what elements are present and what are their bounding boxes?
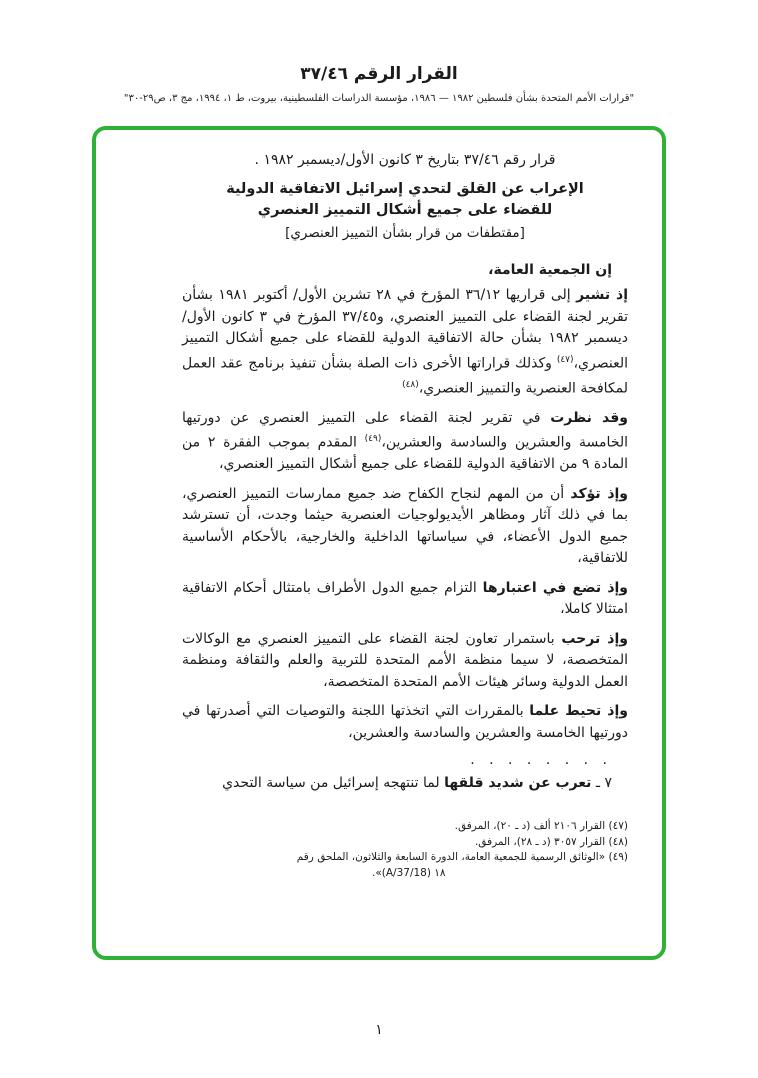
ellipsis-line: . . . . . . . .: [470, 752, 612, 769]
resolution-subtitle: [مقتطفات من قرار بشأن التمييز العنصري]: [285, 225, 525, 241]
paragraph-lead: وإذ ترحب: [561, 630, 628, 647]
footnote: (٤٨) القرار ٣٠٥٧ (د ـ ٢٨)، المرفق.: [474, 835, 628, 848]
source-citation: "قرارات الأمم المتحدة بشأن فلسطين ١٩٨٢ — ١٩٨٦، مؤسسة الدراسات الفلسطينية، بيروت، ط ١، ١٩٩٤، مج ٣، ص٢٩-٣٠": [123, 93, 635, 104]
footnote-ref: (٤٧): [556, 354, 574, 365]
operative-number: ٧ ـ: [595, 775, 612, 792]
footnote-marker: (٤٧): [608, 820, 628, 833]
operative-paragraph: [182, 775, 628, 791]
footnote-ref: (٤٨): [402, 379, 419, 390]
footnote: (٤٩) «الوثائق الرسمية للجمعية العامة، الدورة السابعة والثلاثون، الملحق رقم: [296, 851, 628, 864]
paragraph-lead: وإذ تؤكد: [570, 485, 629, 502]
resolution-title-line1: الإعراب عن القلق لتحدي إسرائيل الاتفاقية الدولية: [226, 181, 584, 197]
resolution-title-line2: للقضاء على جميع أشكال التمييز العنصري: [257, 202, 553, 218]
preamble-paragraph: وقد نظرت في تقرير لجنة القضاء على التمييز العنصري عن دورتيها الخامسة والعشرين والسادسة والعشرين،$^{(٤٩)}$ المقدم بموجب الفقرة ٢ من المادة ٩ من الاتفاقية الدولية للقضاء على جميع أشكال التمييز العنصري،: [182, 409, 629, 473]
footnote: (٤٧) القرار ٢١٠٦ ألف (د ـ ٢٠)، المرفق.: [454, 820, 628, 833]
resolution-opening: إن الجمعية العامة،: [488, 262, 612, 278]
preamble-paragraphs: [182, 285, 628, 744]
paragraph-lead: إذ تشير: [576, 287, 628, 303]
paragraph-lead: وقد نظرت: [550, 409, 628, 426]
footnote-marker: (٤٨): [608, 835, 628, 848]
footnotes: [182, 819, 628, 881]
page-header: [0, 0, 758, 104]
footnote-marker: (٤٩): [608, 851, 628, 864]
paragraph-lead: وإذ تضع في اعتبارها: [482, 579, 628, 596]
operative-text: لما تنتهجه إسرائيل من سياسة التحدي: [222, 775, 440, 792]
paragraph-lead: وإذ تحيط علما: [529, 703, 628, 720]
operative-lead: تعرب عن شديد قلقها: [444, 775, 592, 792]
footnote-continuation: ١٨ (A/37/18)».: [372, 866, 446, 879]
resolution-title: [182, 179, 628, 244]
preamble-paragraph: وإذ ترحب باستمرار تعاون لجنة القضاء على التمييز العنصري مع الوكالات المتخصصة، لا سيما منظمة الأمم المتحدة للتربية والعلم والثقافة ومنظمة العمل الدولية وسائر هيئات الأمم المتحدة المتخصصة،: [182, 630, 628, 690]
page-title: القرار الرقم ٣٧/٤٦: [300, 64, 458, 84]
resolution-box: [92, 126, 666, 960]
resolution-heading: قرار رقم ٣٧/٤٦ بتاريخ ٣ كانون الأول/ديسمبر ١٩٨٢ .: [254, 152, 556, 168]
preamble-paragraph: وإذ تضع في اعتبارها التزام جميع الدول الأطراف بامتثال أحكام الاتفاقية امتثالا كاملا،: [182, 579, 628, 618]
footnote-ref: (٤٩): [364, 434, 382, 445]
preamble-paragraph: إذ تشير إلى قراريها ٣٦/١٢ المؤرخ في ٢٨ تشرين الأول/ أكتوبر ١٩٨١ بشأن تقرير لجنة القضاء على التمييز العنصري، و٣٧/٤٥ المؤرخ في ٣ كانون الأول/ديسمبر ١٩٨٢ بشأن حالة الاتفاقية الدولية للقضاء على جميع أشكال التمييز العنصري،$^{(٤٧)}$ وكذلك قراراتها الأخرى ذات الصلة بشأن تنفيذ برنامج عقد العمل لمكافحة العنصرية والتمييز العنصري،$^{(٤٨)}$: [182, 287, 629, 397]
page-number: ١: [375, 1022, 383, 1038]
preamble-paragraph: وإذ تؤكد أن من المهم لنجاح الكفاح ضد جميع ممارسات التمييز العنصري، بما في ذلك آثار ومظاهر الأيديولوجيات العنصرية حيثما وجدت، أن تسترشد جميع الدول الأعضاء، في سياساتها الداخلية والخارجية، بالأحكام الأساسية للاتفاقية،: [182, 485, 629, 567]
preamble-paragraph: وإذ تحيط علما بالمقررات التي اتخذتها اللجنة والتوصيات التي أصدرتها في دورتيها الخامسة والعشرين والسادسة والعشرين،: [182, 703, 628, 741]
